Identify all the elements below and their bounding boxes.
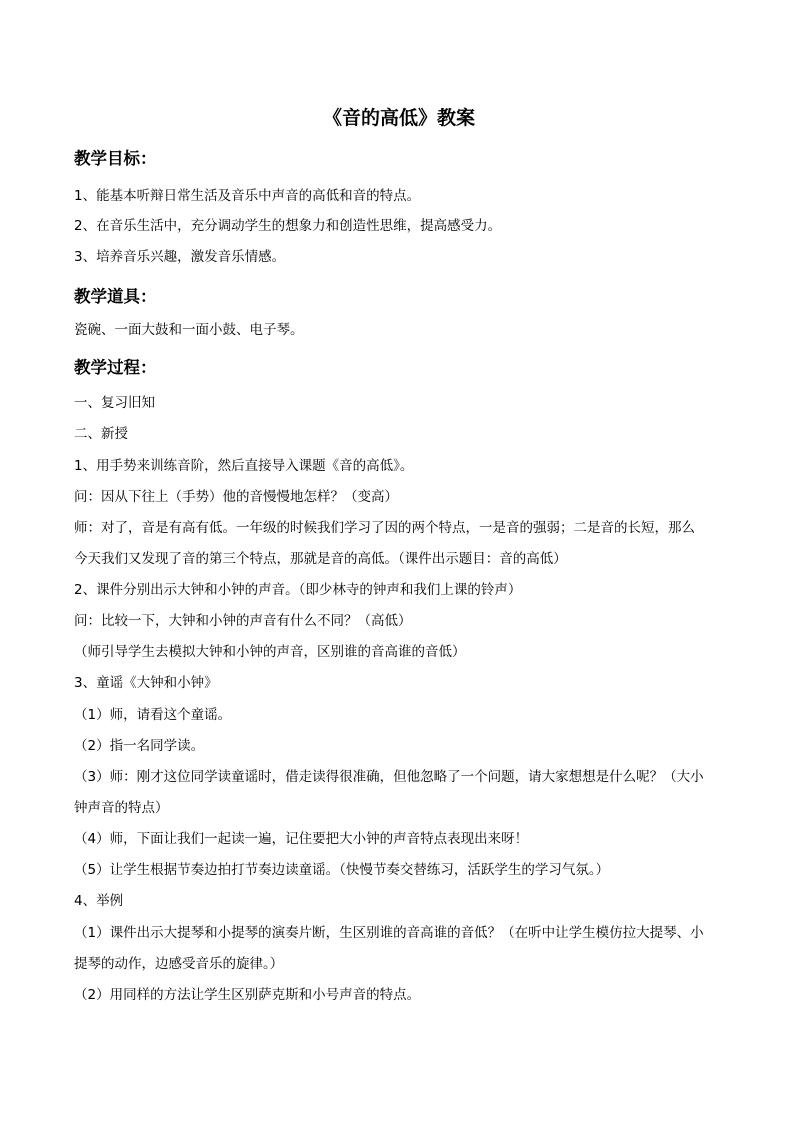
goal-item: 2、在音乐生活中，充分调动学生的想象力和创造性思维，提高感受力。 — [74, 218, 502, 234]
process-line: （3）师：刚才这位同学读童谣时，借走读得很准确，但他忽略了一个问题，请大家想想是什么呢？（大小 — [74, 769, 704, 785]
tools-heading: 教学道具： — [74, 287, 157, 306]
process-heading: 教学过程： — [74, 358, 157, 377]
process-line: （2）用同样的方法让学生区别萨克斯和小号声音的特点。 — [74, 987, 421, 1003]
tools-text: 瓷碗、一面大鼓和一面小鼓、电子琴。 — [74, 322, 304, 338]
process-line: 问：比较一下，大钟和小钟的声音有什么不同？（高低） — [74, 613, 412, 629]
process-line: 3、童谣《大钟和小钟》 — [74, 675, 218, 691]
process-line: 提琴的动作，边感受音乐的旋律。） — [74, 956, 284, 972]
goal-item: 3、培养音乐兴趣，激发音乐情感。 — [74, 249, 286, 265]
process-line: 二、新授 — [74, 426, 128, 442]
process-line: （2）指一名同学读。 — [74, 738, 205, 754]
goal-item: 1、能基本听辩日常生活及音乐中声音的高低和音的特点。 — [74, 188, 421, 204]
process-line: （4）师，下面让我们一起读一遍，记住要把大小钟的声音特点表现出来呀！ — [74, 831, 529, 847]
document-title: 《音的高低》教案 — [322, 107, 475, 129]
process-line: 一、复习旧知 — [74, 395, 155, 411]
process-line: 师：对了，音是有高有低。一年级的时候我们学习了因的两个特点，一是音的强弱；二是音的长短，那么 — [74, 520, 695, 536]
process-line: （1）师，请看这个童谣。 — [74, 707, 232, 723]
goals-heading: 教学目标： — [74, 149, 157, 168]
process-line: 4、举例 — [74, 893, 124, 909]
process-line: （1）课件出示大提琴和小提琴的演奏片断，生区别谁的音高谁的音低？（在听中让学生模仿拉大提琴、小 — [74, 925, 704, 941]
process-line: （5）让学生根据节奏边拍打节奏边读童谣。（快慢节奏交替练习，活跃学生的学习气氛。） — [74, 862, 610, 878]
process-line: 钟声音的特点） — [74, 800, 169, 816]
process-line: 1、用手势来训练音阶，然后直接导入课题《音的高低》。 — [74, 458, 414, 474]
process-line: （师引导学生去模拟大钟和小钟的声音，区别谁的音高谁的音低） — [74, 644, 466, 660]
process-line: 今天我们又发现了音的第三个特点，那就是音的高低。（课件出示题目：音的高低） — [74, 551, 567, 567]
process-line: 问：因从下往上（手势）他的音慢慢地怎样？（变高） — [74, 489, 398, 505]
process-line: 2、课件分别出示大钟和小钟的声音。（即少林寺的钟声和我们上课的铃声） — [74, 582, 522, 598]
